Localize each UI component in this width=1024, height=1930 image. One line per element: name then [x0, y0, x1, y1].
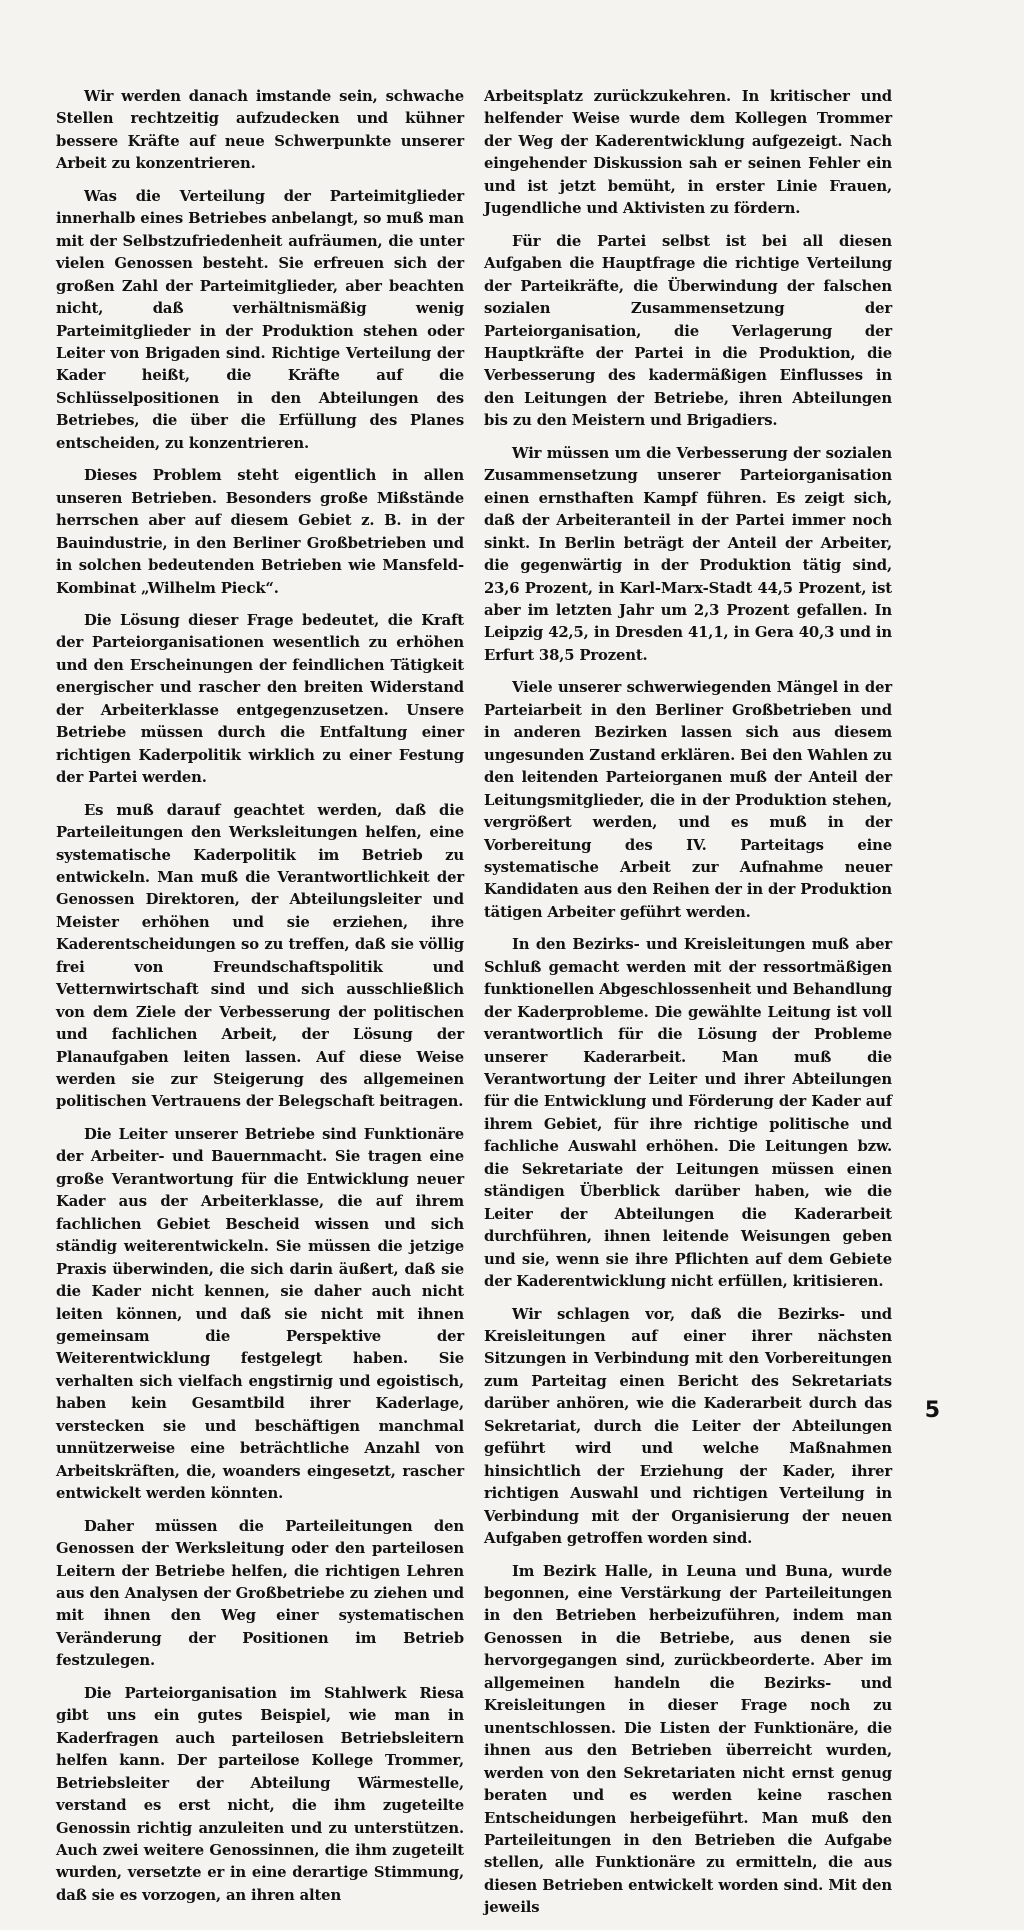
paragraph: Für die Partei selbst ist bei all diesen Aufgaben die Hauptfrage die richtige Verteilung der Parteikräfte, die Überwindung der falschen sozialen Zusammensetzung der Parteiorganisation, die Verlagerung der Hauptkräfte der Partei in die Produktion, die Verbesserung des kadermäßigen Einflusses in den Leitungen der Betriebe, ihren Abteilungen bis zu den Meistern und Brigadiers.	[484, 232, 892, 430]
paragraph: Die Parteiorganisation im Stahlwerk Riesa gibt uns ein gutes Beispiel, wie man in Kaderfragen auch parteilosen Betriebsleitern helfen kann. Der parteilose Kollege Trommer, Betriebsleiter der Abteilung Wärmestelle, verstand es erst nicht, die ihm zugeteilte Genossin richtig anzuleiten und zu unterstützen. Auch zwei weitere Genossinnen, die ihm zugeteilt wurden, versetzte er in eine derartige Stimmung, daß sie es vorzogen, an ihren alten	[56, 1684, 464, 1904]
paragraph: Die Leiter unserer Betriebe sind Funktionäre der Arbeiter- und Bauernmacht. Sie tragen eine große Verantwortung für die Entwicklung neuer Kader aus der Arbeiterklasse, die auf ihrem fachlichen Gebiet Bescheid wissen und sich ständig weiterentwickeln. Sie müssen die jetzige Praxis überwinden, die sich darin äußert, daß sie die Kader nicht kennen, sie daher auch nicht leiten können, und daß sie nicht mit ihnen gemeinsam die Perspektive der Weiterentwicklung festgelegt haben. Sie verhalten sich vielfach engstirnig und egoistisch, haben kein Gesamtbild ihrer Kaderlage, verstecken sie und beschäftigen manchmal unnützerweise eine beträchtliche Anzahl von Arbeitskräften, die, woanders eingesetzt, rascher entwickelt werden könnten.	[56, 1125, 464, 1503]
page-number: 5	[924, 1398, 940, 1423]
paragraph: Daher müssen die Parteileitungen den Genossen der Werksleitung oder den parteilosen Leitern der Betriebe helfen, die richtigen Lehren aus den Analysen der Großbetriebe zu ziehen und mit ihnen den Weg einer systematischen Veränderung der Positionen im Betrieb festzulegen.	[56, 1517, 464, 1670]
paragraph: Arbeitsplatz zurückzukehren. In kritischer und helfender Weise wurde dem Kollegen Trommer der Weg der Kaderentwicklung aufgezeigt. Nach eingehender Diskussion sah er seinen Fehler ein und ist jetzt bemüht, in erster Linie Frauen, Jugendliche und Aktivisten zu fördern.	[484, 88, 892, 218]
paragraph: Viele unserer schwerwiegenden Mängel in der Parteiarbeit in den Berliner Großbetrieben und in anderen Bezirken lassen sich aus diesem ungesunden Zustand erklären. Bei den Wahlen zu den leitenden Parteiorganen muß der Anteil der Leitungsmitglieder, die in der Produktion stehen, vergrößert werden, und es muß in der Vorbereitung des IV. Parteitags eine systematische Arbeit zur Aufnahme neuer Kandidaten aus den Reihen der in der Produktion tätigen Arbeiter geführt werden.	[484, 679, 892, 921]
text-column-right	[484, 86, 892, 1930]
paragraph: Wir werden danach imstande sein, schwache Stellen rechtzeitig aufzudecken und kühner bessere Kräfte auf neue Schwerpunkte unserer Arbeit zu konzentrieren.	[56, 88, 464, 173]
paragraph: Im Bezirk Halle, in Leuna und Buna, wurde begonnen, eine Verstärkung der Parteileitungen in den Betrieben herbeizuführen, indem man Genossen in die Betriebe, aus denen sie hervorgegangen sind, zurückbeorderte. Aber im allgemeinen handeln die Bezirks- und Kreisleitungen in dieser Frage noch zu unentschlossen. Die Listen der Funktionäre, die ihnen aus den Betrieben überreicht wurden, werden von den Sekretariaten nicht ernst genug beraten und es werden keine raschen Entscheidungen herbeigeführt. Man muß den Parteileitungen in den Betrieben die Aufgabe stellen, alle Funktionäre zu ermitteln, die aus diesen Betrieben entwickelt worden sind. Mit den jeweils	[484, 1562, 892, 1917]
paragraph: Dieses Problem steht eigentlich in allen unseren Betrieben. Besonders große Mißstände herrschen aber auf diesem Gebiet z. B. in der Bauindustrie, in den Berliner Großbetrieben und in solchen bedeutenden Betrieben wie Mansfeld-Kombinat „Wilhelm Pieck“.	[56, 467, 464, 597]
paragraph: Wir schlagen vor, daß die Bezirks- und Kreisleitungen auf einer ihrer nächsten Sitzungen in Verbindung mit den Vorbereitungen zum Parteitag einen Bericht des Sekretariats darüber anhören, wie die Kaderarbeit durch das Sekretariat, durch die Leiter der Abteilungen geführt wird und welche Maßnahmen hinsichtlich der Erziehung der Kader, ihrer richtigen Auswahl und richtigen Verteilung in Verbindung mit der Organisierung der neuen Aufgaben getroffen worden sind.	[484, 1305, 892, 1548]
paragraph: Wir müssen um die Verbesserung der sozialen Zusammensetzung unserer Parteiorganisation einen ernsthaften Kampf führen. Es zeigt sich, daß der Arbeiteranteil in der Partei immer noch sinkt. In Berlin beträgt der Anteil der Arbeiter, die gegenwärtig in der Produktion tätig sind, 23,6 Prozent, in Karl-Marx-Stadt 44,5 Prozent, ist aber im letzten Jahr um 2,3 Prozent gefallen. In Leipzig 42,5, in Dresden 41,1, in Gera 40,3 und in Erfurt 38,5 Prozent.	[484, 444, 892, 664]
paragraph: Was die Verteilung der Parteimitglieder innerhalb eines Betriebes anbelangt, so muß man mit der Selbstzufriedenheit aufräumen, die unter vielen Genossen besteht. Sie erfreuen sich der großen Zahl der Parteimitglieder, aber beachten nicht, daß verhältnismäßig wenig Parteimitglieder in der Produktion stehen oder Leiter von Brigaden sind. Richtige Verteilung der Kader heißt, die Kräfte auf die Schlüsselpositionen in den Abteilungen des Betriebes, die über die Erfüllung des Planes entscheiden, zu konzentrieren.	[56, 187, 464, 452]
paragraph: Die Lösung dieser Frage bedeutet, die Kraft der Parteiorganisationen wesentlich zu erhöhen und den Erscheinungen der feindlichen Tätigkeit energischer und rascher den breiten Widerstand der Arbeiterklasse entgegenzusetzen. Unsere Betriebe müssen durch die Entfaltung einer richtigen Kaderpolitik wirklich zu einer Festung der Partei werden.	[56, 611, 464, 787]
paragraph: Es muß darauf geachtet werden, daß die Parteileitungen den Werksleitungen helfen, eine systematische Kaderpolitik im Betrieb zu entwickeln. Man muß die Verantwortlichkeit der Genossen Direktoren, der Abteilungsleiter und Meister erhöhen und sie erziehen, ihre Kaderentscheidungen so zu treffen, daß sie völlig frei von Freundschaftspolitik und Vetternwirtschaft sind und sich ausschließlich von dem Ziele der Verbesserung der politischen und fachlichen Arbeit, der Lösung der Planaufgaben leiten lassen. Auf diese Weise werden sie zur Steigerung des allgemeinen politischen Vertrauens der Belegschaft beitragen.	[56, 801, 464, 1111]
text-column-left	[56, 86, 464, 1917]
paragraph: In den Bezirks- und Kreisleitungen muß aber Schluß gemacht werden mit der ressortmäßigen funktionellen Abgeschlossenheit und Behandlung der Kaderprobleme. Die gewählte Leitung ist voll verantwortlich für die Lösung der Probleme unserer Kaderarbeit. Man muß die Verantwortung der Leiter und ihrer Abteilungen für die Entwicklung und Förderung der Kader auf ihrem Gebiet, für ihre richtige politische und fachliche Auswahl erhöhen. Die Leitungen bzw. die Sekretariate der Leitungen müssen einen ständigen Überblick darüber haben, wie die Leiter der Abteilungen die Kaderarbeit durchführen, ihnen leitende Weisungen geben und sie, wenn sie ihre Pflichten auf dem Gebiete der Kaderentwicklung nicht erfüllen, kritisieren.	[484, 936, 892, 1291]
